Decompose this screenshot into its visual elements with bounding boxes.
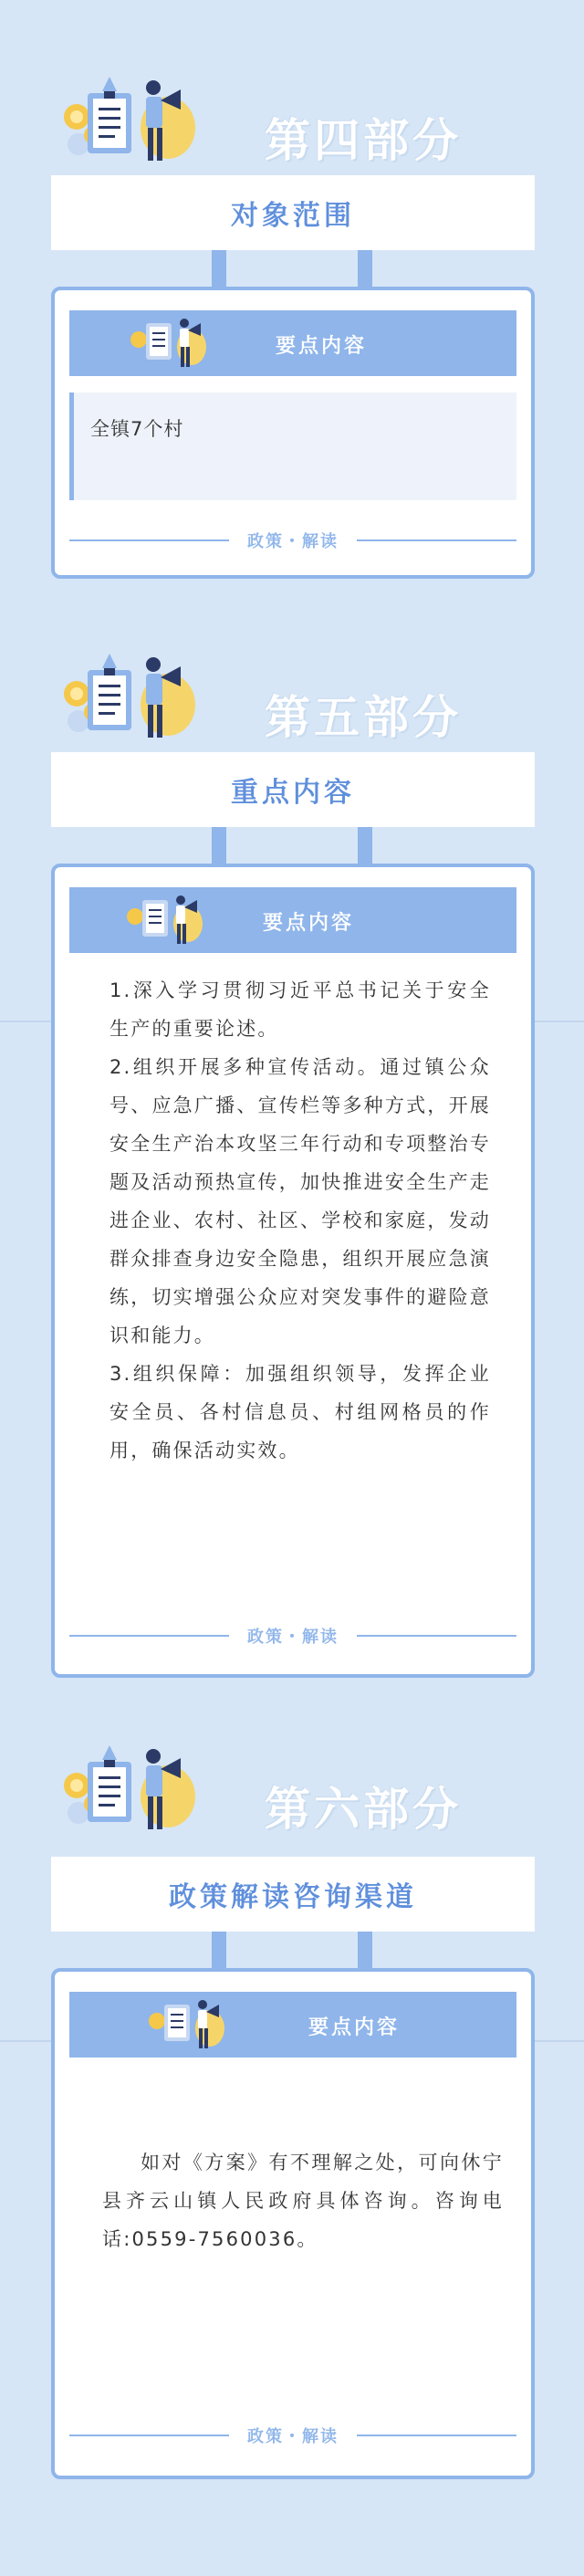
card-header: [69, 887, 516, 953]
section-heading: 对象范围: [231, 200, 355, 232]
section-heading: 重点内容: [231, 777, 355, 809]
content-paragraph: 2.组织开展多种宣传活动。通过镇公众号、应急广播、宣传栏等多种方式，开展安全生产治本攻坚三年行动和专项整治专题及活动预热宣传，加快推进安全生产走进企业、农村、社区、学校和家庭，发动群众排查身边安全隐患，组织开展应急演练，切实增强公众应对突发事件的避险意识和能力。: [110, 1056, 491, 1346]
connector-left: [212, 1932, 226, 1968]
content-quote: [69, 393, 516, 500]
footer-line: [357, 1635, 516, 1637]
section-heading-bar: [51, 1857, 535, 1932]
footer-label: 政策・解读: [247, 1628, 339, 1647]
connector-right: [358, 250, 372, 287]
content-paragraph: 1.深入学习贯彻习近平总书记关于安全生产的重要论述。: [110, 979, 491, 1040]
connector-right: [358, 827, 372, 864]
card-header: [69, 1992, 516, 2058]
footer-line: [357, 2435, 516, 2436]
megaphone-illustration-icon: [51, 1742, 204, 1844]
content-body: [110, 971, 491, 1470]
content-text: 全镇7个村: [90, 418, 184, 440]
content-card: [51, 1968, 535, 2479]
content-paragraph: 3.组织保障：加强组织领导，发挥企业安全员、各村信息员、村组网格员的作用，确保活动实效。: [110, 1363, 491, 1461]
connector-left: [212, 827, 226, 864]
card-header-label: 要点内容: [263, 912, 355, 935]
content-card: [51, 287, 535, 579]
footer-label: 政策・解读: [247, 2427, 339, 2446]
content-body: [102, 2143, 504, 2258]
footer-line: [69, 2435, 229, 2436]
content-card: [51, 864, 535, 1678]
part-title: 第五部分: [265, 691, 462, 744]
content-paragraph: 如对《方案》有不理解之处，可向休宁县齐云山镇人民政府具体咨询。咨询电话:0559-7560036。: [102, 2152, 504, 2250]
megaphone-illustration-icon: [51, 650, 204, 752]
card-footer: [69, 1625, 516, 1647]
footer-label: 政策・解读: [247, 532, 339, 551]
connector-left: [212, 250, 226, 287]
card-header-label: 要点内容: [308, 2016, 401, 2039]
footer-line: [357, 539, 516, 541]
card-header-label: 要点内容: [276, 335, 368, 358]
part-title: 第六部分: [265, 1783, 462, 1836]
card-footer: [69, 529, 516, 551]
megaphone-mini-icon: [120, 891, 208, 951]
megaphone-mini-icon: [142, 1995, 230, 2056]
section-heading: 政策解读咨询渠道: [169, 1881, 417, 1913]
section-heading-bar: [51, 175, 535, 250]
card-header: [69, 310, 516, 376]
megaphone-mini-icon: [124, 314, 212, 374]
footer-line: [69, 1635, 229, 1637]
footer-line: [69, 539, 229, 541]
megaphone-illustration-icon: [51, 73, 204, 175]
card-footer: [69, 2424, 516, 2446]
part-title: 第四部分: [265, 114, 462, 167]
connector-right: [358, 1932, 372, 1968]
section-heading-bar: [51, 752, 535, 827]
